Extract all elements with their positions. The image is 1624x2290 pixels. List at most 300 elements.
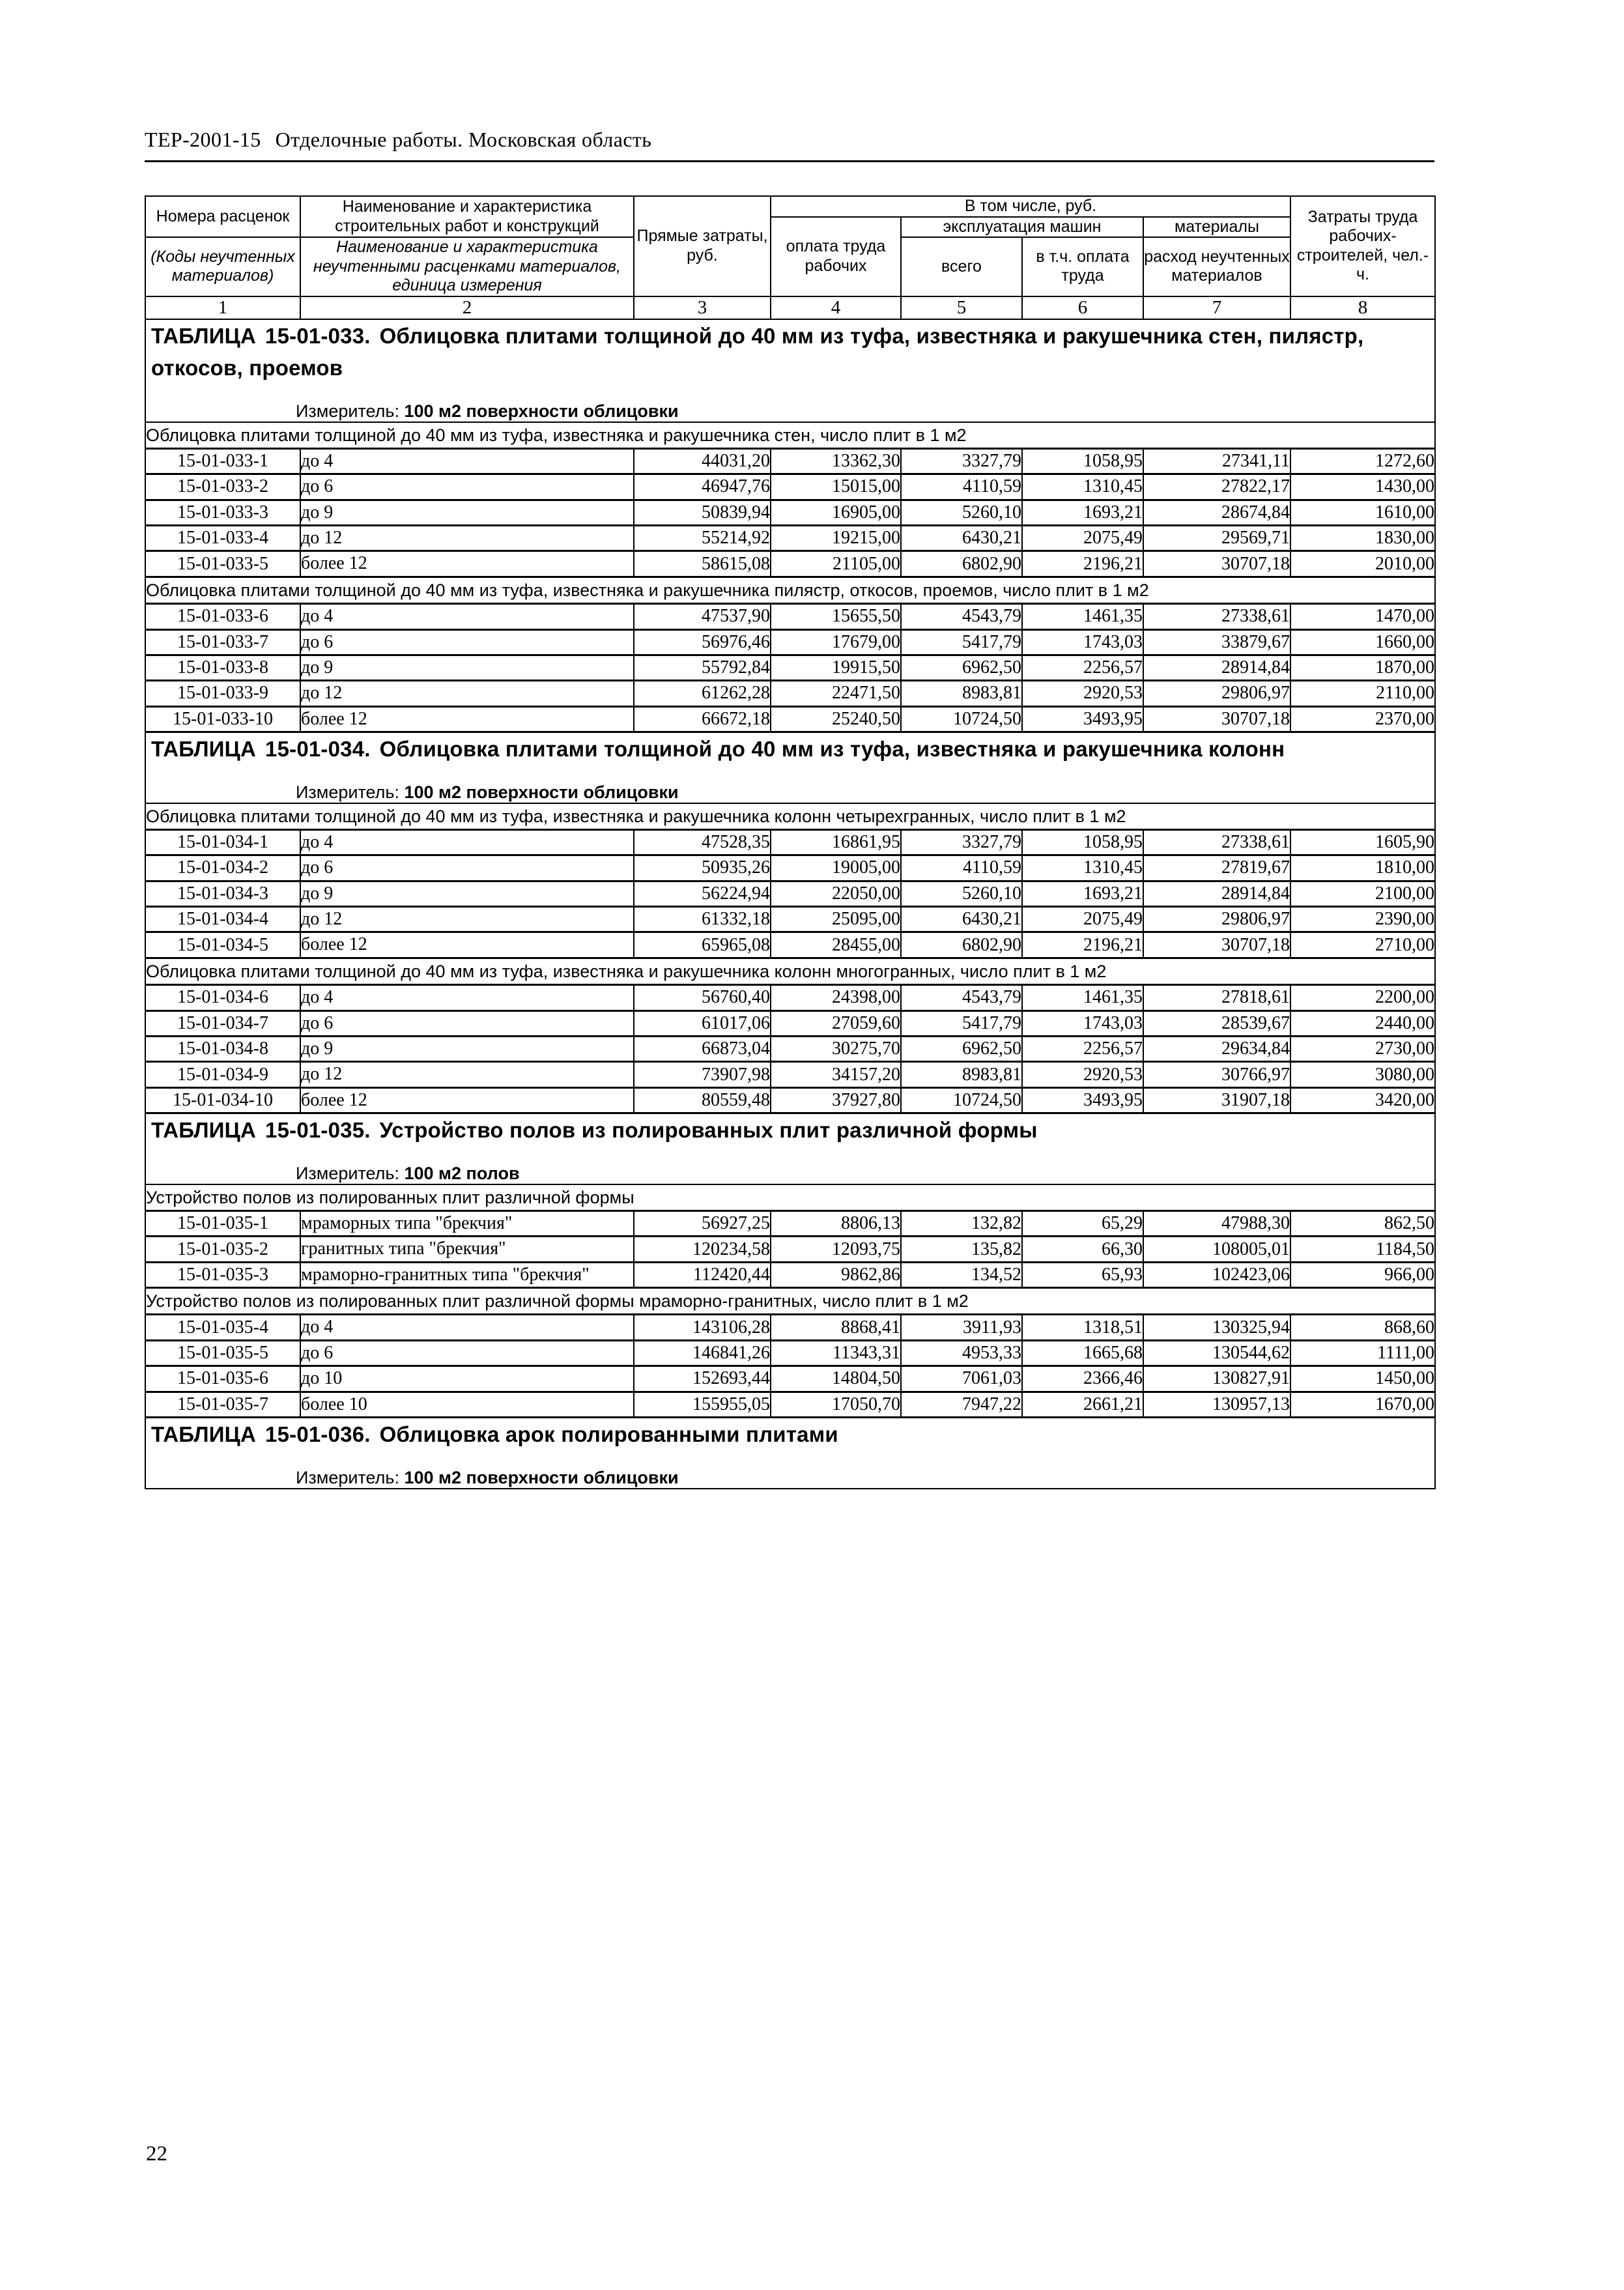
machines-total-cell: 6430,21 [901,526,1022,551]
materials-consumption-cell: 130827,91 [1143,1366,1290,1392]
direct-costs-cell: 112420,44 [634,1262,771,1287]
machines-pay-cell: 1461,35 [1022,604,1143,629]
table-row [145,907,1435,932]
labor-costs-cell: 3080,00 [1290,1062,1435,1087]
th-estimate-numbers: Номера расценок [145,196,300,237]
machines-pay-cell: 1665,68 [1022,1340,1143,1366]
table-row [145,985,1435,1010]
direct-costs-cell: 143106,28 [634,1315,771,1340]
machines-pay-cell: 2256,57 [1022,655,1143,680]
direct-costs-cell: 65965,08 [634,932,771,958]
table-row [145,474,1435,500]
work-description-cell: до 6 [300,1340,634,1366]
work-description-cell: до 12 [300,526,634,551]
col-number-8: 8 [1290,296,1435,319]
group-heading: Облицовка плитами толщиной до 40 мм из туфа, известняка и ракушечника стен, число плит в 1 м2 [145,422,1435,449]
estimate-code-cell: 15-01-035-7 [145,1392,300,1417]
measure-unit-value: 100 м2 полов [404,1163,520,1183]
machines-total-cell: 3327,79 [901,448,1022,474]
work-description-cell: мраморных типа "брекчия" [300,1210,634,1236]
estimate-code-cell: 15-01-034-6 [145,985,300,1010]
machines-total-cell: 5260,10 [901,881,1022,906]
table-section-title-row [145,732,1435,803]
workers-pay-cell: 22471,50 [771,681,901,706]
table-row [145,448,1435,474]
materials-consumption-cell: 27818,61 [1143,985,1290,1010]
th-materials-group: материалы [1143,217,1290,238]
workers-pay-cell: 24398,00 [771,985,901,1010]
machines-total-cell: 8983,81 [901,1062,1022,1087]
materials-consumption-cell: 27338,61 [1143,604,1290,629]
estimate-code-cell: 15-01-035-5 [145,1340,300,1366]
table-section-title-block [145,319,1435,422]
labor-costs-cell: 1610,00 [1290,500,1435,525]
estimate-code-cell: 15-01-033-10 [145,706,300,732]
table-section-title [146,1418,1434,1451]
work-description-cell: до 9 [300,881,634,906]
workers-pay-cell: 16905,00 [771,500,901,525]
materials-consumption-cell: 27338,61 [1143,829,1290,855]
estimate-code-cell: 15-01-035-2 [145,1237,300,1262]
machines-pay-cell: 1461,35 [1022,985,1143,1010]
th-machines-pay: в т.ч. оплата труда [1022,237,1143,296]
workers-pay-cell: 22050,00 [771,881,901,906]
machines-pay-cell: 66,30 [1022,1237,1143,1262]
th-unaccounted-codes: (Коды неучтенных материалов) [145,237,300,296]
estimate-code-cell: 15-01-034-1 [145,829,300,855]
table-row [145,881,1435,906]
work-description-cell: более 12 [300,551,634,577]
work-description-cell: до 9 [300,500,634,525]
estimate-code-cell: 15-01-033-5 [145,551,300,577]
direct-costs-cell: 66672,18 [634,706,771,732]
machines-pay-cell: 2075,49 [1022,526,1143,551]
labor-costs-cell: 3420,00 [1290,1087,1435,1113]
table-section-title-row [145,1418,1435,1489]
materials-consumption-cell: 102423,06 [1143,1262,1290,1287]
labor-costs-cell: 966,00 [1290,1262,1435,1287]
group-heading-row [145,422,1435,449]
estimate-code-cell: 15-01-033-2 [145,474,300,500]
materials-consumption-cell: 30766,97 [1143,1062,1290,1087]
work-description-cell: до 9 [300,1036,634,1061]
measure-unit-value: 100 м2 поверхности облицовки [404,782,679,802]
labor-costs-cell: 2200,00 [1290,985,1435,1010]
table-section-number: 15-01-036. [265,1422,371,1447]
group-heading: Облицовка плитами толщиной до 40 мм из туфа, известняка и ракушечника пилястр, откосов, проемов, число плит в 1 м2 [145,577,1435,603]
machines-total-cell: 6430,21 [901,907,1022,932]
workers-pay-cell: 30275,70 [771,1036,901,1061]
group-heading-row [145,1184,1435,1211]
table-row [145,526,1435,551]
estimate-code-cell: 15-01-033-6 [145,604,300,629]
table-section-number: 15-01-035. [265,1118,371,1143]
estimate-code-cell: 15-01-033-8 [145,655,300,680]
th-materials-consumption: расход неучтенных материалов [1143,237,1290,296]
machines-pay-cell: 2366,46 [1022,1366,1143,1392]
machines-pay-cell: 2920,53 [1022,1062,1143,1087]
machines-pay-cell: 1058,95 [1022,448,1143,474]
machines-total-cell: 134,52 [901,1262,1022,1287]
table-section-title-block [145,732,1435,803]
workers-pay-cell: 25095,00 [771,907,901,932]
machines-total-cell: 10724,50 [901,706,1022,732]
table-row [145,629,1435,655]
work-description-cell: до 4 [300,985,634,1010]
machines-total-cell: 4110,59 [901,474,1022,500]
labor-costs-cell: 862,50 [1290,1210,1435,1236]
direct-costs-cell: 50839,94 [634,500,771,525]
th-direct-costs: Прямые затраты, руб. [634,196,771,296]
materials-consumption-cell: 30707,18 [1143,706,1290,732]
col-number-5: 5 [901,296,1022,319]
th-unaccounted-materials: Наименование и характеристика неучтенными расценками материалов, единица измерения [300,237,634,296]
table-section-title-block [145,1113,1435,1184]
workers-pay-cell: 17679,00 [771,629,901,655]
measure-unit-line [146,782,1434,803]
machines-pay-cell: 1693,21 [1022,500,1143,525]
workers-pay-cell: 15015,00 [771,474,901,500]
materials-consumption-cell: 108005,01 [1143,1237,1290,1262]
table-keyword: ТАБЛИЦА [151,1422,257,1447]
direct-costs-cell: 46947,76 [634,474,771,500]
machines-pay-cell: 3493,95 [1022,1087,1143,1113]
work-description-cell: до 6 [300,474,634,500]
estimate-code-cell: 15-01-034-7 [145,1010,300,1036]
materials-consumption-cell: 29634,84 [1143,1036,1290,1061]
table-row [145,1366,1435,1392]
machines-pay-cell: 1693,21 [1022,881,1143,906]
machines-total-cell: 5417,79 [901,629,1022,655]
th-machines-total: всего [901,237,1022,296]
table-keyword: ТАБЛИЦА [151,323,257,348]
table-section-title-block [145,1418,1435,1489]
th-labor-costs: Затраты труда рабочих-строителей, чел.-ч. [1290,196,1435,296]
labor-costs-cell: 1272,60 [1290,448,1435,474]
work-description-cell: до 6 [300,1010,634,1036]
machines-pay-cell: 1318,51 [1022,1315,1143,1340]
workers-pay-cell: 28455,00 [771,932,901,958]
estimate-code-cell: 15-01-035-3 [145,1262,300,1287]
group-heading: Устройство полов из полированных плит различной формы [145,1184,1435,1211]
estimate-code-cell: 15-01-033-1 [145,448,300,474]
col-number-3: 3 [634,296,771,319]
group-heading: Облицовка плитами толщиной до 40 мм из туфа, известняка и ракушечника колонн четырехгранных, число плит в 1 м2 [145,803,1435,830]
table-row [145,655,1435,680]
materials-consumption-cell: 27822,17 [1143,474,1290,500]
labor-costs-cell: 1670,00 [1290,1392,1435,1417]
labor-costs-cell: 1605,90 [1290,829,1435,855]
materials-consumption-cell: 29569,71 [1143,526,1290,551]
workers-pay-cell: 21105,00 [771,551,901,577]
machines-total-cell: 3911,93 [901,1315,1022,1340]
estimate-code-cell: 15-01-034-2 [145,855,300,881]
estimate-code-cell: 15-01-033-3 [145,500,300,525]
estimate-code-cell: 15-01-035-4 [145,1315,300,1340]
table-section-title [146,320,1434,384]
estimate-code-cell: 15-01-034-5 [145,932,300,958]
estimate-code-cell: 15-01-034-8 [145,1036,300,1061]
table-section-number: 15-01-033. [265,323,371,348]
th-machines-group: эксплуатация машин [901,217,1143,238]
measure-unit-value: 100 м2 поверхности облицовки [404,1467,679,1487]
table-section-title-text: Облицовка плитами толщиной до 40 мм из туфа, известняка и ракушечника стен, пилястр, откосов, проемов [151,323,1364,380]
machines-pay-cell: 2075,49 [1022,907,1143,932]
direct-costs-cell: 56927,25 [634,1210,771,1236]
machines-total-cell: 10724,50 [901,1087,1022,1113]
workers-pay-cell: 11343,31 [771,1340,901,1366]
estimate-code-cell: 15-01-033-7 [145,629,300,655]
labor-costs-cell: 1660,00 [1290,629,1435,655]
materials-consumption-cell: 27819,67 [1143,855,1290,881]
work-description-cell: до 4 [300,604,634,629]
machines-pay-cell: 1310,45 [1022,855,1143,881]
workers-pay-cell: 17050,70 [771,1392,901,1417]
direct-costs-cell: 47528,35 [634,829,771,855]
work-description-cell: мраморно-гранитных типа "брекчия" [300,1262,634,1287]
table-section-title-row [145,319,1435,422]
direct-costs-cell: 58615,08 [634,551,771,577]
col-number-2: 2 [300,296,634,319]
direct-costs-cell: 80559,48 [634,1087,771,1113]
direct-costs-cell: 155955,05 [634,1392,771,1417]
machines-total-cell: 4543,79 [901,604,1022,629]
workers-pay-cell: 13362,30 [771,448,901,474]
col-number-7: 7 [1143,296,1290,319]
table-row [145,1036,1435,1061]
labor-costs-cell: 1870,00 [1290,655,1435,680]
measure-unit-value: 100 м2 поверхности облицовки [404,401,679,421]
machines-pay-cell: 65,93 [1022,1262,1143,1287]
th-workers-pay: оплата труда рабочих [771,217,901,296]
table-row [145,604,1435,629]
materials-consumption-cell: 28914,84 [1143,655,1290,680]
direct-costs-cell: 152693,44 [634,1366,771,1392]
table-row [145,1010,1435,1036]
table-row [145,1340,1435,1366]
machines-pay-cell: 2661,21 [1022,1392,1143,1417]
machines-pay-cell: 1743,03 [1022,1010,1143,1036]
estimate-code-cell: 15-01-034-4 [145,907,300,932]
table-section-title [146,733,1434,766]
table-row [145,681,1435,706]
group-heading-row [145,1288,1435,1315]
table-row [145,829,1435,855]
running-head-code: ТЕР-2001-15 [145,128,261,151]
materials-consumption-cell: 29806,97 [1143,907,1290,932]
labor-costs-cell: 1470,00 [1290,604,1435,629]
workers-pay-cell: 15655,50 [771,604,901,629]
machines-pay-cell: 1743,03 [1022,629,1143,655]
page-number: 22 [146,2142,167,2166]
workers-pay-cell: 37927,80 [771,1087,901,1113]
direct-costs-cell: 50935,26 [634,855,771,881]
table-row [145,1392,1435,1417]
machines-total-cell: 8983,81 [901,681,1022,706]
machines-total-cell: 5417,79 [901,1010,1022,1036]
direct-costs-cell: 44031,20 [634,448,771,474]
direct-costs-cell: 73907,98 [634,1062,771,1087]
group-heading-row [145,577,1435,603]
measure-unit-line [146,401,1434,422]
group-heading: Устройство полов из полированных плит различной формы мраморно-гранитных, число плит в 1 м2 [145,1288,1435,1315]
work-description-cell: более 12 [300,932,634,958]
workers-pay-cell: 14804,50 [771,1366,901,1392]
direct-costs-cell: 56760,40 [634,985,771,1010]
col-number-4: 4 [771,296,901,319]
work-description-cell: до 10 [300,1366,634,1392]
materials-consumption-cell: 28914,84 [1143,881,1290,906]
group-heading-row [145,803,1435,830]
table-row [145,932,1435,958]
workers-pay-cell: 27059,60 [771,1010,901,1036]
measure-unit-label: Измеритель: [296,401,405,421]
materials-consumption-cell: 30707,18 [1143,932,1290,958]
direct-costs-cell: 56976,46 [634,629,771,655]
machines-pay-cell: 2196,21 [1022,551,1143,577]
direct-costs-cell: 55792,84 [634,655,771,680]
table-header-row-1 [145,196,1435,217]
machines-pay-cell: 1310,45 [1022,474,1143,500]
materials-consumption-cell: 27341,11 [1143,448,1290,474]
materials-consumption-cell: 130544,62 [1143,1340,1290,1366]
work-description-cell: до 12 [300,681,634,706]
direct-costs-cell: 61262,28 [634,681,771,706]
materials-consumption-cell: 33879,67 [1143,629,1290,655]
direct-costs-cell: 61017,06 [634,1010,771,1036]
labor-costs-cell: 868,60 [1290,1315,1435,1340]
table-section-title-text: Облицовка плитами толщиной до 40 мм из туфа, известняка и ракушечника колонн [379,737,1285,762]
measure-unit-line [146,1468,1434,1488]
machines-pay-cell: 3493,95 [1022,706,1143,732]
labor-costs-cell: 1810,00 [1290,855,1435,881]
machines-total-cell: 3327,79 [901,829,1022,855]
direct-costs-cell: 55214,92 [634,526,771,551]
table-column-numbers-row [145,296,1435,319]
machines-total-cell: 6802,90 [901,932,1022,958]
th-including-group: В том числе, руб. [771,196,1290,217]
running-head [145,128,1434,152]
work-description-cell: до 4 [300,448,634,474]
table-section-title [146,1114,1434,1147]
labor-costs-cell: 2730,00 [1290,1036,1435,1061]
machines-total-cell: 132,82 [901,1210,1022,1236]
running-head-rule [145,160,1434,162]
table-row [145,855,1435,881]
direct-costs-cell: 56224,94 [634,881,771,906]
group-heading-row [145,958,1435,984]
work-description-cell: гранитных типа "брекчия" [300,1237,634,1262]
work-description-cell: до 6 [300,855,634,881]
machines-total-cell: 135,82 [901,1237,1022,1262]
materials-consumption-cell: 47988,30 [1143,1210,1290,1236]
estimate-code-cell: 15-01-035-1 [145,1210,300,1236]
workers-pay-cell: 19215,00 [771,526,901,551]
th-work-name: Наименование и характеристика строительных работ и конструкций [300,196,634,237]
machines-total-cell: 4543,79 [901,985,1022,1010]
machines-pay-cell: 2920,53 [1022,681,1143,706]
machines-pay-cell: 65,29 [1022,1210,1143,1236]
estimate-code-cell: 15-01-033-9 [145,681,300,706]
materials-consumption-cell: 29806,97 [1143,681,1290,706]
workers-pay-cell: 8806,13 [771,1210,901,1236]
workers-pay-cell: 9862,86 [771,1262,901,1287]
measure-unit-label: Измеритель: [296,782,405,802]
machines-total-cell: 6962,50 [901,655,1022,680]
work-description-cell: до 9 [300,655,634,680]
table-section-title-text: Облицовка арок полированными плитами [379,1422,838,1447]
machines-pay-cell: 1058,95 [1022,829,1143,855]
labor-costs-cell: 1830,00 [1290,526,1435,551]
table-section-number: 15-01-034. [265,737,371,762]
running-head-title: Отделочные работы. Московская область [275,128,652,151]
table-row [145,706,1435,732]
materials-consumption-cell: 28539,67 [1143,1010,1290,1036]
machines-total-cell: 5260,10 [901,500,1022,525]
labor-costs-cell: 2010,00 [1290,551,1435,577]
table-row [145,1210,1435,1236]
labor-costs-cell: 2440,00 [1290,1010,1435,1036]
machines-pay-cell: 2256,57 [1022,1036,1143,1061]
work-description-cell: более 12 [300,1087,634,1113]
materials-consumption-cell: 130957,13 [1143,1392,1290,1417]
machines-total-cell: 4110,59 [901,855,1022,881]
direct-costs-cell: 47537,90 [634,604,771,629]
measure-unit-label: Измеритель: [296,1467,405,1487]
materials-consumption-cell: 130325,94 [1143,1315,1290,1340]
workers-pay-cell: 19915,50 [771,655,901,680]
measure-unit-label: Измеритель: [296,1163,405,1183]
labor-costs-cell: 1111,00 [1290,1340,1435,1366]
table-row [145,500,1435,525]
labor-costs-cell: 1430,00 [1290,474,1435,500]
machines-pay-cell: 2196,21 [1022,932,1143,958]
workers-pay-cell: 34157,20 [771,1062,901,1087]
group-heading: Облицовка плитами толщиной до 40 мм из туфа, известняка и ракушечника колонн многогранных, число плит в 1 м2 [145,958,1435,984]
labor-costs-cell: 2100,00 [1290,881,1435,906]
machines-total-cell: 7947,22 [901,1392,1022,1417]
col-number-1: 1 [145,296,300,319]
col-number-6: 6 [1022,296,1143,319]
materials-consumption-cell: 31907,18 [1143,1087,1290,1113]
work-description-cell: более 12 [300,706,634,732]
table-keyword: ТАБЛИЦА [151,737,257,762]
table-row [145,1262,1435,1287]
work-description-cell: более 10 [300,1392,634,1417]
table-row [145,1315,1435,1340]
table-row [145,1087,1435,1113]
estimate-code-cell: 15-01-034-3 [145,881,300,906]
work-description-cell: до 12 [300,1062,634,1087]
machines-total-cell: 6802,90 [901,551,1022,577]
labor-costs-cell: 1184,50 [1290,1237,1435,1262]
labor-costs-cell: 1450,00 [1290,1366,1435,1392]
estimate-code-cell: 15-01-034-10 [145,1087,300,1113]
labor-costs-cell: 2370,00 [1290,706,1435,732]
price-sheet-table [145,195,1436,1489]
estimate-code-cell: 15-01-033-4 [145,526,300,551]
machines-total-cell: 4953,33 [901,1340,1022,1366]
estimate-code-cell: 15-01-035-6 [145,1366,300,1392]
measure-unit-line [146,1164,1434,1184]
direct-costs-cell: 66873,04 [634,1036,771,1061]
machines-total-cell: 7061,03 [901,1366,1022,1392]
table-section-title-text: Устройство полов из полированных плит различной формы [379,1118,1038,1143]
direct-costs-cell: 146841,26 [634,1340,771,1366]
workers-pay-cell: 12093,75 [771,1237,901,1262]
direct-costs-cell: 61332,18 [634,907,771,932]
machines-total-cell: 6962,50 [901,1036,1022,1061]
